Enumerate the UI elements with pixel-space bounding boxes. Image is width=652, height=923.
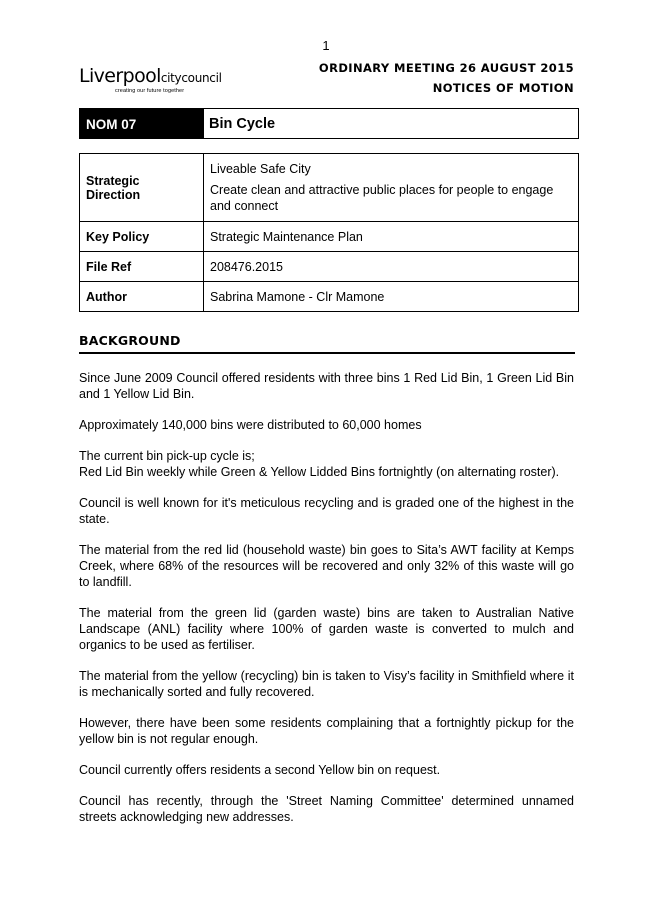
paragraph: Approximately 140,000 bins were distributed to 60,000 homes <box>79 418 422 432</box>
strategic-direction-label: Strategic Direction <box>80 154 204 222</box>
paragraph: Since June 2009 Council offered residents with three bins 1 Red Lid Bin, 1 Green Lid Bin and 1 Yellow Lid Bin. <box>79 371 574 401</box>
file-ref-label: File Ref <box>80 252 204 282</box>
table-row <box>80 282 579 312</box>
logo-name-sub: citycouncil <box>160 71 222 85</box>
paragraph: The material from the yellow (recycling) bin is taken to Visy’s facility in Smithfield where it is mechanically sorted and fully recovered. <box>79 669 574 699</box>
table-row <box>80 154 579 222</box>
strategic-direction-line1: Liveable Safe City <box>210 161 311 176</box>
council-logo <box>79 66 222 94</box>
notice-details-table <box>79 153 579 312</box>
paragraph: The material from the red lid (household waste) bin goes to Sita’s AWT facility at Kemps Creek, where 68% of the resources will be recovered and only 32% of this waste will go to landfill. <box>79 543 574 589</box>
page-number: 1 <box>322 38 330 53</box>
notice-id: NOM 07 <box>80 109 204 138</box>
section-heading: BACKGROUND <box>79 333 575 354</box>
paragraph: Red Lid Bin weekly while Green & Yellow Lidded Bins fortnightly (on alternating roster). <box>79 465 560 479</box>
logo-wordmark <box>79 66 222 88</box>
table-row <box>80 252 579 282</box>
meeting-header <box>319 61 574 101</box>
meeting-section: NOTICES OF MOTION <box>432 81 574 95</box>
table-row <box>80 222 579 252</box>
paragraph: Council is well known for it's meticulous recycling and is graded one of the highest in the state. <box>79 496 574 526</box>
logo-name-main: Liverpool <box>79 65 161 87</box>
file-ref-value: 208476.2015 <box>204 252 579 282</box>
strategic-direction-value <box>204 154 579 222</box>
notice-title-box <box>79 108 579 139</box>
author-label: Author <box>80 282 204 312</box>
author-value: Sabrina Mamone - Clr Mamone <box>204 282 579 312</box>
logo-tagline: creating our future together <box>115 88 185 94</box>
paragraph: Council has recently, through the 'Street Naming Committee' determined unnamed streets acknowledging new addresses. <box>79 794 574 824</box>
key-policy-label: Key Policy <box>80 222 204 252</box>
paragraph: The material from the green lid (garden waste) bins are taken to Australian Native Landscape (ANL) facility where 100% of garden waste is converted to mulch and organics to be used as fertiliser. <box>79 606 574 652</box>
background-body <box>79 370 574 840</box>
meeting-title: ORDINARY MEETING 26 AUGUST 2015 <box>318 61 574 75</box>
notice-title: Bin Cycle <box>209 116 276 132</box>
paragraph: The current bin pick-up cycle is; <box>79 449 255 463</box>
key-policy-value: Strategic Maintenance Plan <box>204 222 579 252</box>
paragraph: Council currently offers residents a second Yellow bin on request. <box>79 763 441 777</box>
strategic-direction-line2: Create clean and attractive public places for people to engage and connect <box>210 182 554 213</box>
paragraph: However, there have been some residents complaining that a fortnightly pickup for the yellow bin is not regular enough. <box>79 716 574 746</box>
